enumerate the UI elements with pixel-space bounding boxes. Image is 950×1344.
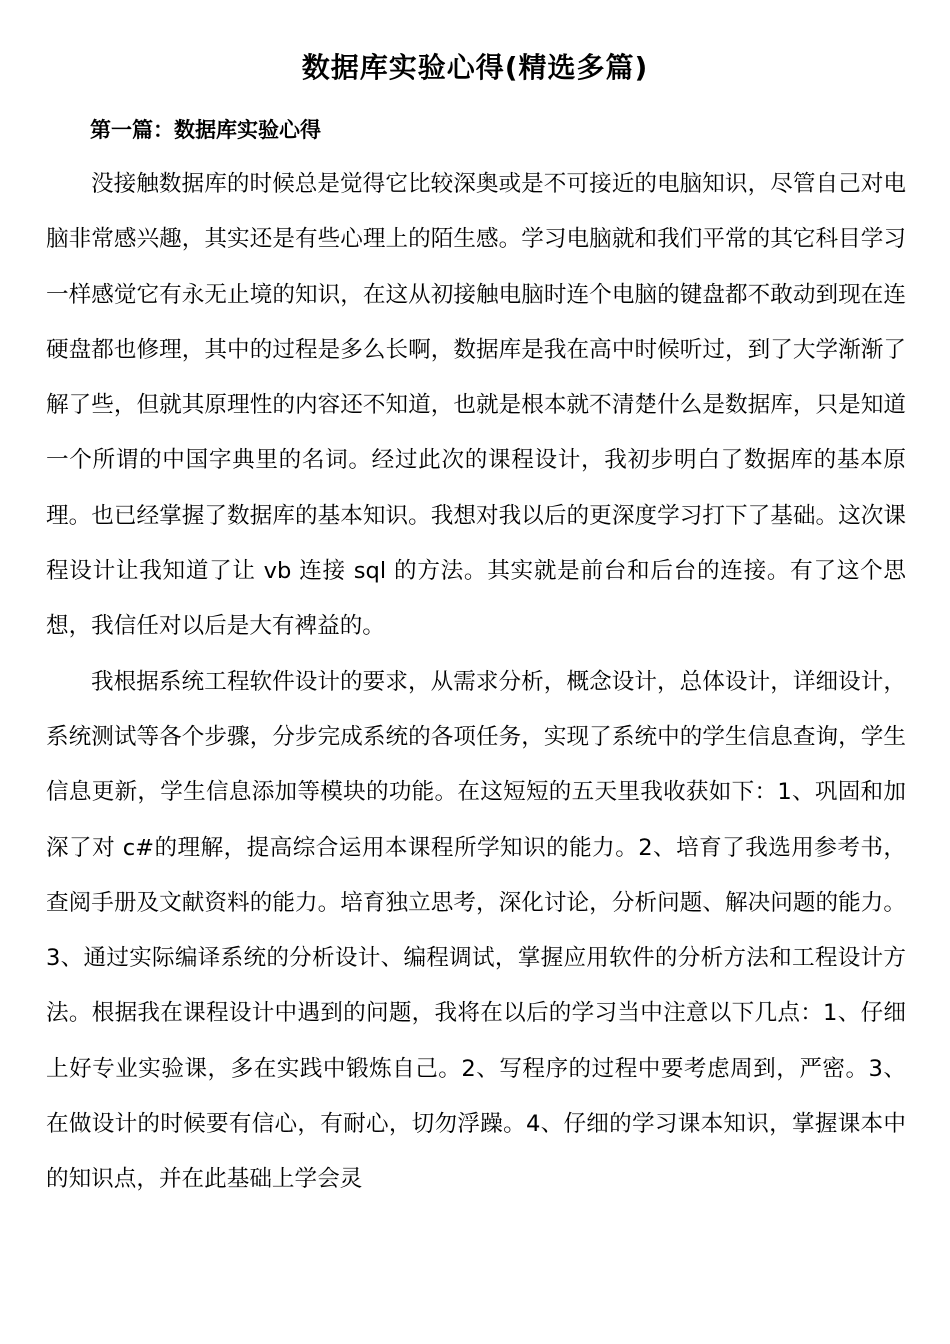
paragraph-1: 没接触数据库的时候总是觉得它比较深奥或是不可接近的电脑知识，尽管自己对电脑非常感兴趣，其实还是有些心理上的陌生感。学习电脑就和我们平常的其它科目学习一样感觉它有永无止境的知识，在这从初接触电脑时连个电脑的键盘都不敢动到现在连硬盘都也修理，其中的过程是多么长啊，数据库是我在高中时候听过，到了大学渐渐了解了些，但就其原理性的内容还不知道，也就是根本就不清楚什么是数据库，只是知道一个所谓的中国字典里的名词。经过此次的课程设计，我初步明白了数据库的基本原理。也已经掌握了数据库的基本知识。我想对我以后的更深度学习打下了基础。这次课程设计让我知道了让 vb 连接 sql 的方法。其实就是前台和后台的连接。有了这个思想，我信任对以后是大有裨益的。 xyxy=(46,171,906,640)
document-body xyxy=(46,157,906,1208)
paragraph-2: 我根据系统工程软件设计的要求，从需求分析，概念设计，总体设计，详细设计，系统测试等各个步骤，分步完成系统的各项任务，实现了系统中的学生信息查询，学生信息更新，学生信息添加等模块的功能。在这短短的五天里我收获如下：1、巩固和加深了对 c#的理解，提高综合运用本课程所学知识的能力。2、培育了我选用参考书，查阅手册及文献资料的能力。培育独立思考，深化讨论，分析问题、解决问题的能力。3、通过实际编译系统的分析设计、编程调试，掌握应用软件的分析方法和工程设计方法。根据我在课程设计中遇到的问题，我将在以后的学习当中注意以下几点：1、仔细上好专业实验课，多在实践中锻炼自己。2、写程序的过程中要考虑周到，严密。3、在做设计的时候要有信心，有耐心，切勿浮躁。4、仔细的学习课本知识，掌握课本中的知识点，并在此基础上学会灵 xyxy=(46,668,906,1193)
section-heading: 第一篇：数据库实验心得 xyxy=(90,118,321,142)
document-title: 数据库实验心得(精选多篇) xyxy=(301,51,649,84)
